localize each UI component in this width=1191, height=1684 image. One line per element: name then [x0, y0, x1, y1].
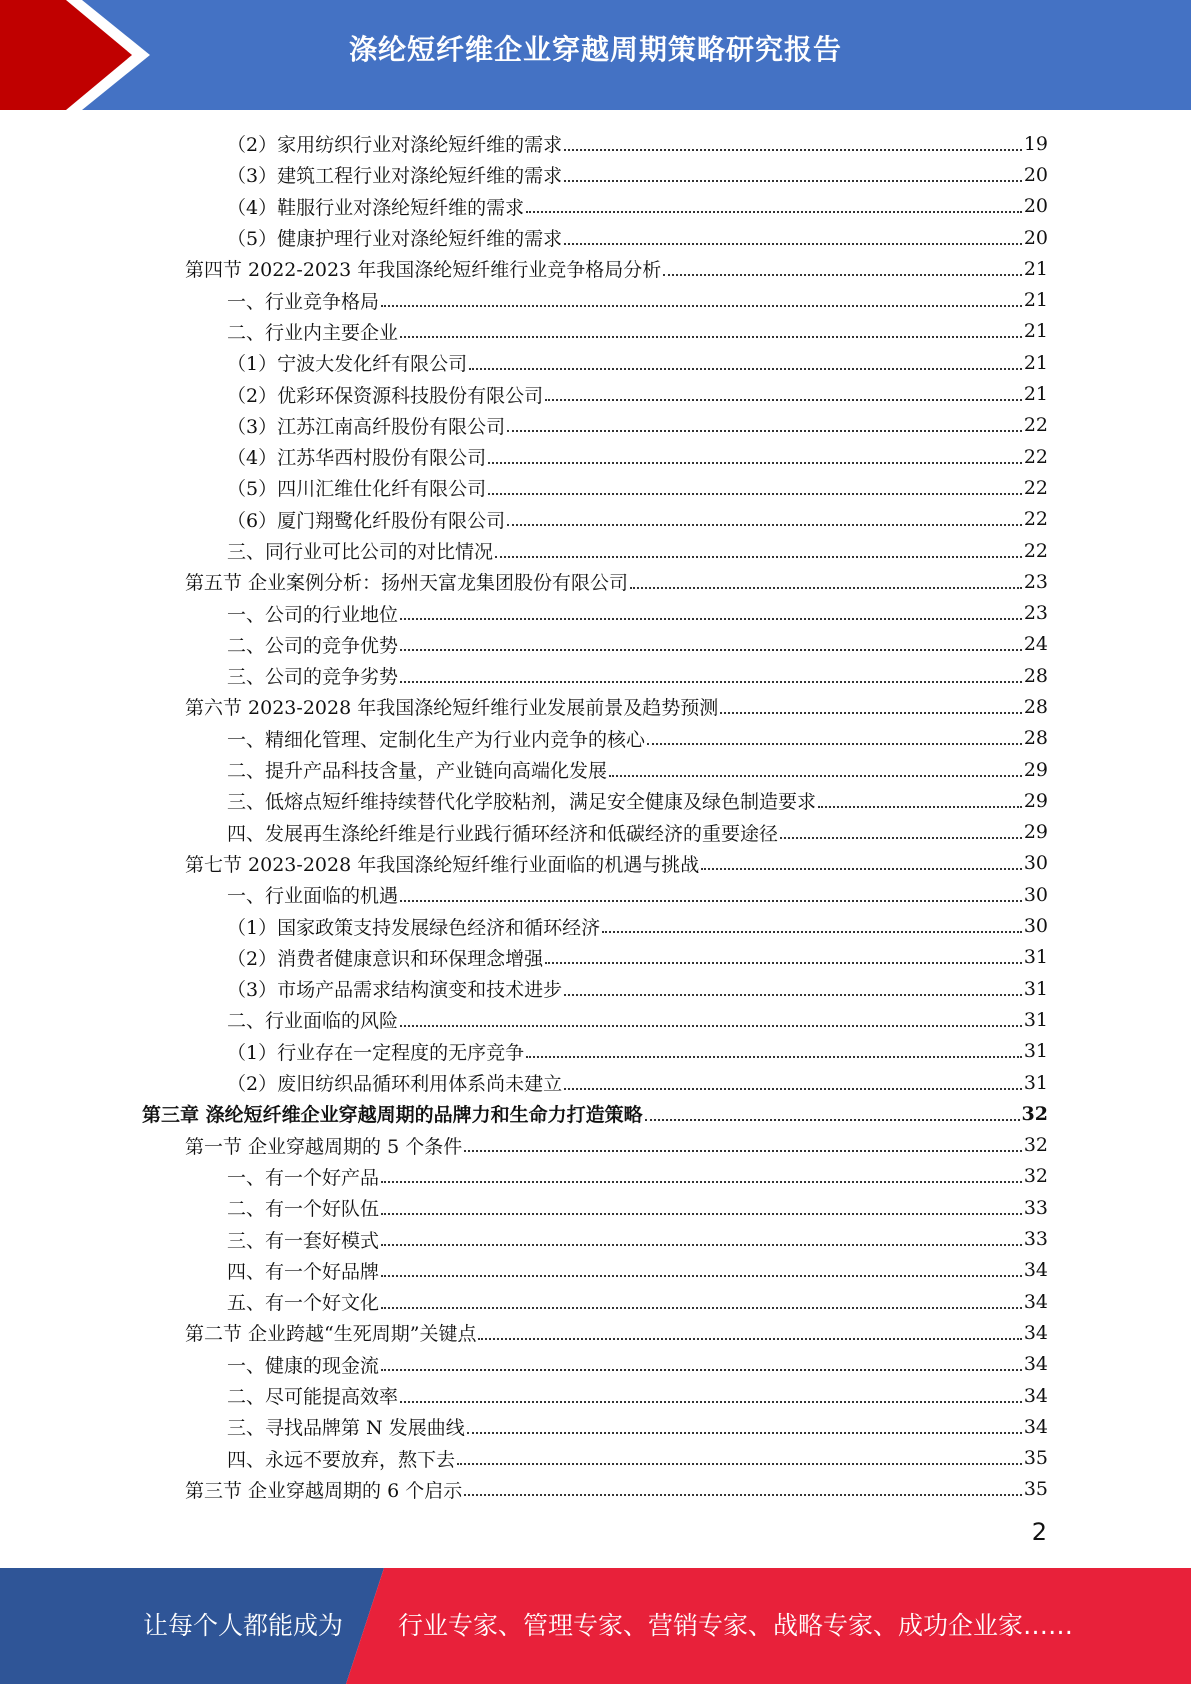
toc-entry-title: 二、行业内主要企业 [227, 321, 399, 344]
toc-dot-leader [478, 1338, 1021, 1340]
toc-entry-page: 31 [1023, 977, 1048, 1000]
toc-entry-page: 21 [1023, 289, 1048, 312]
toc-dot-leader [469, 368, 1022, 370]
toc-entry-title: （1）行业存在一定程度的无序竞争 [227, 1041, 525, 1064]
toc-entry[interactable] [142, 910, 1048, 941]
toc-entry-title: 三、低熔点短纤维持续替代化学胶粘剂，满足安全健康及绿色制造要求 [227, 791, 817, 814]
toc-dot-leader [464, 1494, 1022, 1496]
toc-entry[interactable] [142, 504, 1048, 535]
toc-entry[interactable] [142, 1255, 1048, 1286]
table-of-contents [142, 128, 1048, 1505]
toc-entry-title: （2）家用纺织行业对涤纶短纤维的需求 [227, 134, 563, 157]
toc-entry-page: 29 [1023, 758, 1048, 781]
toc-entry-title: 二、有一个好队伍 [227, 1198, 380, 1221]
toc-entry-page: 29 [1023, 821, 1048, 844]
toc-entry-title: 第六节 2023-2028 年我国涤纶短纤维行业发展前景及趋势预测 [185, 697, 719, 720]
toc-entry[interactable] [142, 1223, 1048, 1254]
toc-dot-leader [720, 712, 1022, 714]
toc-dot-leader [630, 587, 1022, 589]
toc-entry-title: 三、有一套好模式 [227, 1229, 380, 1252]
toc-entry-page: 29 [1023, 789, 1048, 812]
toc-dot-leader [400, 681, 1022, 683]
toc-entry[interactable] [142, 128, 1048, 159]
toc-entry-title: 第三章 涤纶短纤维企业穿越周期的品牌力和生命力打造策略 [142, 1104, 643, 1127]
toc-entry[interactable] [142, 660, 1048, 691]
toc-dot-leader [400, 900, 1022, 902]
toc-entry-title: 第五节 企业案例分析：扬州天富龙集团股份有限公司 [185, 572, 629, 595]
toc-entry[interactable] [142, 629, 1048, 660]
toc-entry[interactable] [142, 1380, 1048, 1411]
toc-dot-leader [564, 180, 1022, 182]
toc-dot-leader [400, 336, 1022, 338]
toc-entry-page: 31 [1023, 1008, 1048, 1031]
toc-entry-page: 35 [1023, 1478, 1048, 1501]
toc-entry-page: 32 [1023, 1165, 1048, 1188]
toc-entry[interactable] [142, 410, 1048, 441]
toc-entry-title: 一、健康的现金流 [227, 1354, 380, 1377]
toc-entry-title: 第二节 企业跨越“生死周期”关键点 [185, 1323, 477, 1346]
toc-entry-title: （1）宁波大发化纤有限公司 [227, 353, 468, 376]
toc-dot-leader [381, 1369, 1022, 1371]
page-number: 2 [1031, 1518, 1047, 1546]
toc-entry[interactable] [142, 1192, 1048, 1223]
toc-entry-title: （2）优彩环保资源科技股份有限公司 [227, 384, 544, 407]
toc-dot-leader [545, 399, 1022, 401]
toc-entry[interactable] [142, 597, 1048, 628]
toc-dot-leader [381, 305, 1022, 307]
toc-dot-leader [381, 1275, 1022, 1277]
toc-dot-leader [645, 1119, 1020, 1121]
toc-entry-page: 21 [1023, 351, 1048, 374]
toc-entry-title: （4）江苏华西村股份有限公司 [227, 447, 487, 470]
toc-entry-page: 28 [1023, 727, 1048, 750]
toc-entry[interactable] [142, 316, 1048, 347]
toc-dot-leader [526, 1056, 1022, 1058]
toc-entry-page: 19 [1023, 132, 1048, 155]
toc-dot-leader [647, 743, 1022, 745]
toc-entry-page: 22 [1023, 414, 1048, 437]
toc-entry-title: （2）消费者健康意识和环保理念增强 [227, 947, 544, 970]
toc-dot-leader [381, 1213, 1022, 1215]
toc-entry-page: 34 [1023, 1384, 1048, 1407]
toc-entry-title: （5）健康护理行业对涤纶短纤维的需求 [227, 228, 563, 251]
toc-entry-page: 32 [1023, 1134, 1048, 1157]
toc-dot-leader [663, 274, 1022, 276]
toc-entry-title: （3）建筑工程行业对涤纶短纤维的需求 [227, 165, 563, 188]
footer-slogan-left: 让每个人都能成为 [143, 1611, 344, 1640]
toc-entry[interactable] [142, 441, 1048, 472]
toc-entry-page: 23 [1023, 570, 1048, 593]
toc-entry-title: 三、同行业可比公司的对比情况 [227, 541, 494, 563]
toc-entry-page: 20 [1023, 195, 1048, 218]
page-footer [0, 1568, 1191, 1684]
toc-entry-title: 四、有一个好品牌 [227, 1260, 380, 1283]
toc-dot-leader [507, 524, 1022, 526]
toc-entry-page: 31 [1023, 946, 1048, 969]
toc-entry[interactable] [142, 378, 1048, 409]
toc-entry-title: 一、精细化管理、定制化生产为行业内竞争的核心 [227, 728, 646, 751]
toc-entry-page: 21 [1023, 383, 1048, 406]
toc-entry-page: 33 [1023, 1228, 1048, 1251]
toc-dot-leader [464, 1150, 1022, 1152]
toc-entry-title: （1）国家政策支持发展绿色经济和循环经济 [227, 916, 601, 939]
toc-entry[interactable] [142, 1411, 1048, 1442]
toc-entry-title: 一、行业竞争格局 [227, 290, 380, 313]
toc-entry-title: 三、公司的竞争劣势 [227, 666, 399, 689]
toc-dot-leader [467, 1432, 1022, 1434]
toc-entry[interactable] [142, 1036, 1048, 1067]
toc-entry[interactable] [142, 535, 1048, 566]
toc-dot-leader [507, 430, 1022, 432]
toc-dot-leader [381, 1307, 1022, 1309]
toc-entry-page: 34 [1023, 1290, 1048, 1313]
toc-dot-leader [564, 994, 1022, 996]
toc-entry-page: 20 [1023, 163, 1048, 186]
toc-entry-page: 30 [1023, 852, 1048, 875]
toc-entry[interactable] [142, 1004, 1048, 1035]
toc-entry-page: 21 [1023, 257, 1048, 280]
toc-entry[interactable] [142, 723, 1048, 754]
toc-dot-leader [495, 556, 1022, 558]
toc-dot-leader [564, 149, 1022, 151]
toc-dot-leader [488, 462, 1022, 464]
toc-entry-page: 30 [1023, 883, 1048, 906]
toc-entry-title: （3）江苏江南高纤股份有限公司 [227, 415, 506, 438]
toc-dot-leader [564, 243, 1022, 245]
toc-entry-page: 33 [1023, 1196, 1048, 1219]
toc-entry-title: 一、有一个好产品 [227, 1166, 380, 1189]
toc-entry-title: 第七节 2023-2028 年我国涤纶短纤维行业面临的机遇与挑战 [185, 853, 700, 876]
toc-dot-leader [400, 649, 1022, 651]
toc-entry[interactable] [142, 1161, 1048, 1192]
toc-entry[interactable] [142, 191, 1048, 222]
toc-entry[interactable] [142, 159, 1048, 190]
toc-entry-page: 34 [1023, 1353, 1048, 1376]
toc-entry[interactable] [142, 253, 1048, 284]
toc-entry-page: 34 [1023, 1415, 1048, 1438]
toc-entry-title: 一、行业面临的机遇 [227, 885, 399, 908]
toc-dot-leader [381, 1244, 1022, 1246]
toc-entry-page: 30 [1023, 915, 1048, 938]
toc-entry-page: 22 [1023, 539, 1048, 562]
toc-entry-title: 第一节 企业穿越周期的 5 个条件 [185, 1135, 463, 1158]
toc-entry[interactable] [142, 879, 1048, 910]
toc-dot-leader [609, 775, 1022, 777]
toc-dot-leader [701, 868, 1022, 870]
toc-entry-title: （4）鞋服行业对涤纶短纤维的需求 [227, 196, 525, 219]
toc-entry[interactable] [142, 472, 1048, 503]
toc-entry[interactable] [142, 691, 1048, 722]
toc-dot-leader [545, 962, 1022, 964]
toc-entry-page: 28 [1023, 664, 1048, 687]
toc-dot-leader [526, 211, 1022, 213]
toc-entry-page: 23 [1023, 602, 1048, 625]
toc-dot-leader [400, 1401, 1022, 1403]
toc-dot-leader [818, 806, 1022, 808]
toc-dot-leader [381, 1181, 1022, 1183]
page-header [0, 0, 1191, 110]
toc-entry-title: （5）四川汇维仕化纤有限公司 [227, 478, 487, 501]
report-title: 涤纶短纤维企业穿越周期策略研究报告 [348, 33, 842, 66]
toc-entry-title: 五、有一个好文化 [227, 1292, 380, 1315]
toc-entry[interactable] [142, 754, 1048, 785]
toc-entry-page: 28 [1023, 695, 1048, 718]
toc-entry[interactable] [142, 566, 1048, 597]
toc-entry-page: 34 [1023, 1259, 1048, 1282]
toc-entry-title: 第三节 企业穿越周期的 6 个启示 [185, 1479, 463, 1502]
toc-entry-page: 22 [1023, 476, 1048, 499]
toc-entry-title: 一、公司的行业地位 [227, 603, 399, 626]
toc-dot-leader [400, 1025, 1022, 1027]
toc-entry-page: 35 [1023, 1447, 1048, 1470]
toc-entry-title: 三、寻找品牌第 N 发展曲线 [227, 1417, 465, 1440]
toc-entry-title: 第四节 2022-2023 年我国涤纶短纤维行业竞争格局分析 [185, 259, 662, 282]
footer-slogan-right: 行业专家、管理专家、营销专家、战略专家、成功企业家…… [398, 1611, 1074, 1640]
toc-entry[interactable] [142, 1349, 1048, 1380]
toc-entry[interactable] [142, 1130, 1048, 1161]
toc-entry-title: 四、永远不要放弃，熬下去 [227, 1448, 456, 1471]
toc-entry-page: 22 [1023, 445, 1048, 468]
toc-entry[interactable] [142, 817, 1048, 848]
toc-dot-leader [780, 837, 1022, 839]
toc-entry-page: 24 [1023, 633, 1048, 656]
toc-entry-page: 34 [1023, 1321, 1048, 1344]
toc-entry-page: 31 [1023, 1071, 1048, 1094]
toc-entry[interactable] [142, 1442, 1048, 1473]
toc-entry-title: 二、公司的竞争优势 [227, 634, 399, 657]
toc-dot-leader [602, 931, 1022, 933]
toc-entry-page: 20 [1023, 226, 1048, 249]
toc-entry[interactable] [142, 284, 1048, 315]
toc-entry[interactable] [142, 1286, 1048, 1317]
toc-entry-page: 31 [1023, 1040, 1048, 1063]
toc-entry-title: 二、提升产品科技含量，产业链向高端化发展 [227, 760, 608, 783]
toc-dot-leader [488, 493, 1022, 495]
toc-entry[interactable] [142, 848, 1048, 879]
toc-entry-title: 二、行业面临的风险 [227, 1010, 399, 1033]
toc-entry-title: （3）市场产品需求结构演变和技术进步 [227, 979, 563, 1002]
toc-entry-title: 二、尽可能提高效率 [227, 1386, 399, 1409]
toc-entry-page: 21 [1023, 320, 1048, 343]
toc-entry[interactable] [142, 785, 1048, 816]
toc-entry-title: （2）废旧纺织品循环利用体系尚未建立 [227, 1073, 563, 1096]
toc-entry-page: 32 [1021, 1102, 1048, 1125]
toc-entry[interactable] [142, 1317, 1048, 1348]
toc-entry-title: 四、发展再生涤纶纤维是行业践行循环经济和低碳经济的重要途径 [227, 822, 779, 845]
toc-entry-page: 22 [1023, 508, 1048, 531]
toc-entry[interactable] [142, 1474, 1048, 1505]
toc-entry[interactable] [142, 347, 1048, 378]
toc-dot-leader [457, 1463, 1022, 1465]
toc-dot-leader [400, 618, 1022, 620]
toc-dot-leader [564, 1088, 1022, 1090]
toc-entry[interactable] [142, 1067, 1048, 1098]
toc-entry[interactable] [142, 942, 1048, 973]
toc-entry[interactable] [142, 222, 1048, 253]
toc-entry[interactable] [142, 1098, 1048, 1129]
toc-entry-title: （6）厦门翔鹭化纤股份有限公司 [227, 509, 506, 532]
toc-entry[interactable] [142, 973, 1048, 1004]
